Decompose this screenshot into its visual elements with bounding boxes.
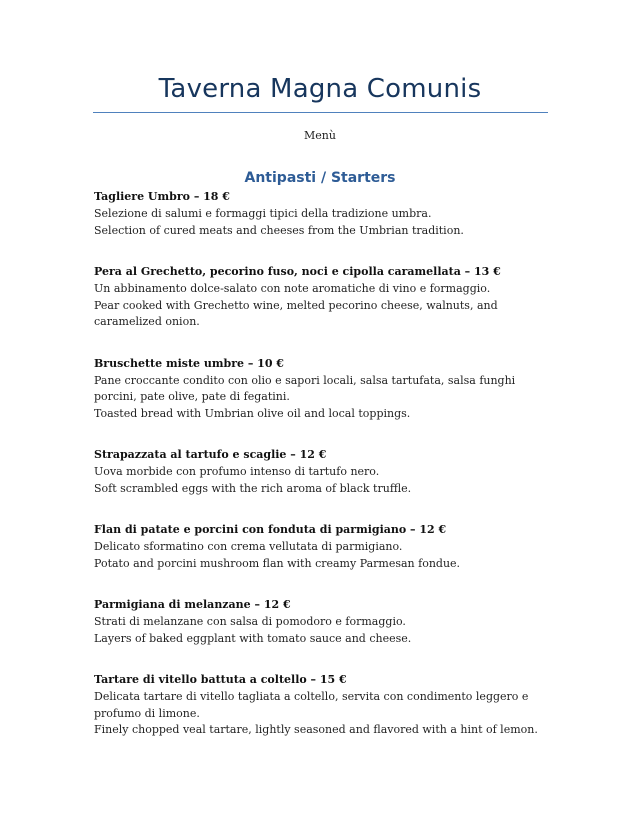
page-subtitle: Menù: [304, 129, 336, 142]
menu-item-description-it: Delicato sformatino con crema vellutata di parmigiano.: [94, 540, 403, 553]
menu-item: [94, 446, 549, 497]
menu-item-description-it: Strati di melanzane con salsa di pomodoro e formaggio.: [94, 615, 406, 628]
menu-item: [94, 596, 549, 647]
title-divider: [93, 112, 548, 113]
menu-item: [94, 263, 549, 331]
menu-item-name: Pera al Grechetto, pecorino fuso, noci e cipolla caramellata – 13 €: [94, 265, 501, 278]
section-heading: Antipasti / Starters: [244, 170, 396, 186]
menu-items-list: [94, 188, 549, 763]
menu-item-name: Tagliere Umbro – 18 €: [94, 190, 230, 203]
menu-item: [94, 188, 549, 239]
menu-item-description-it: Un abbinamento dolce-salato con note aromatiche di vino e formaggio.: [94, 282, 491, 295]
menu-item-description-it: Pane croccante condito con olio e sapori locali, salsa tartufata, salsa funghi porcini, pate olive, pate di fegatini.: [94, 373, 516, 403]
menu-item-description-en: Layers of baked eggplant with tomato sauce and cheese.: [94, 631, 412, 645]
menu-item-description-en: Pear cooked with Grechetto wine, melted pecorino cheese, walnuts, and caramelized onion.: [94, 298, 498, 328]
menu-item-description-en: Soft scrambled eggs with the rich aroma of black truffle.: [94, 481, 412, 495]
page-title: Taverna Magna Comunis: [158, 74, 482, 104]
menu-item: [94, 355, 549, 423]
menu-item: [94, 521, 549, 572]
menu-item-description-en: Toasted bread with Umbrian olive oil and local toppings.: [94, 406, 411, 420]
menu-item-description-en: Selection of cured meats and cheeses from the Umbrian tradition.: [94, 223, 464, 237]
menu-item-name: Tartare di vitello battuta a coltello – 15 €: [94, 673, 347, 686]
menu-item-description-it: Uova morbide con profumo intenso di tartufo nero.: [94, 465, 380, 478]
menu-item-name: Strapazzata al tartufo e scaglie – 12 €: [94, 448, 327, 461]
menu-item-name: Parmigiana di melanzane – 12 €: [94, 598, 291, 611]
menu-item-description-en: Potato and porcini mushroom flan with creamy Parmesan fondue.: [94, 556, 461, 570]
menu-item: [94, 671, 549, 739]
menu-item-description-it: Delicata tartare di vitello tagliata a coltello, servita con condimento leggero e profumo di limone.: [94, 690, 529, 720]
menu-item-description-en: Finely chopped veal tartare, lightly seasoned and flavored with a hint of lemon.: [94, 723, 538, 736]
menu-item-name: Flan di patate e porcini con fonduta di parmigiano – 12 €: [94, 523, 447, 536]
menu-item-description-it: Selezione di salumi e formaggi tipici della tradizione umbra.: [94, 207, 432, 220]
menu-item-name: Bruschette miste umbre – 10 €: [94, 356, 284, 370]
